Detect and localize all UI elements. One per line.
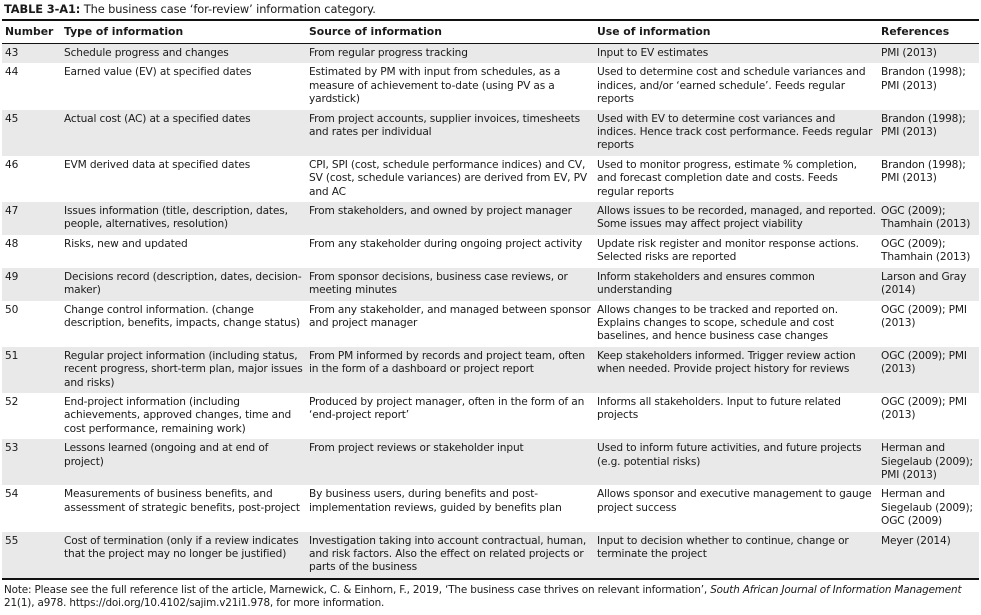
cell-references: OGC (2009); PMI (2013) <box>878 347 979 393</box>
cell-references: OGC (2009); PMI (2013) <box>878 301 979 347</box>
cell-type: Lessons learned (ongoing and at end of project) <box>61 439 306 485</box>
table-row <box>2 301 979 347</box>
cell-number: 54 <box>2 485 61 531</box>
cell-type: Regular project information (including status, recent progress, short-term plan, major issues and risks) <box>61 347 306 393</box>
cell-references: PMI (2013) <box>878 44 979 64</box>
note-suffix: 21(1), a978. https://doi.org/10.4102/sajim.v21i1.978, for more information. <box>4 597 385 610</box>
cell-number: 46 <box>2 156 61 202</box>
cell-use: Input to EV estimates <box>594 44 878 64</box>
cell-type: Schedule progress and changes <box>61 44 306 64</box>
cell-type: Risks, new and updated <box>61 235 306 268</box>
cell-source: Investigation taking into account contractual, human, and risk factors. Also the effect on related projects or parts of the business <box>306 532 594 579</box>
cell-references: Herman and Siegelaub (2009); OGC (2009) <box>878 485 979 531</box>
header-references: References <box>878 20 979 44</box>
table-row <box>2 110 979 156</box>
cell-number: 53 <box>2 439 61 485</box>
cell-source: From stakeholders, and owned by project manager <box>306 202 594 235</box>
header-type-of-information: Type of information <box>61 20 306 44</box>
table-row <box>2 485 979 531</box>
cell-references: OGC (2009); Thamhain (2013) <box>878 235 979 268</box>
cell-source: From regular progress tracking <box>306 44 594 64</box>
cell-use: Used to monitor progress, estimate % completion, and forecast completion date and costs. Feeds regular reports <box>594 156 878 202</box>
cell-use: Allows changes to be tracked and reported on. Explains changes to scope, schedule and cost baselines, and hence business case changes <box>594 301 878 347</box>
cell-source: From sponsor decisions, business case reviews, or meeting minutes <box>306 268 594 301</box>
table-row <box>2 532 979 579</box>
cell-use: Used to inform future activities, and future projects (e.g. potential risks) <box>594 439 878 485</box>
table-note <box>2 584 981 611</box>
cell-type: Earned value (EV) at specified dates <box>61 63 306 109</box>
table-caption-label: TABLE 3-A1: <box>4 2 81 16</box>
header-number: Number <box>2 20 61 44</box>
table-row <box>2 347 979 393</box>
cell-source: From project accounts, supplier invoices, timesheets and rates per individual <box>306 110 594 156</box>
cell-number: 55 <box>2 532 61 579</box>
cell-type: EVM derived data at specified dates <box>61 156 306 202</box>
header-source-of-information: Source of information <box>306 20 594 44</box>
cell-source: From PM informed by records and project team, often in the form of a dashboard or project report <box>306 347 594 393</box>
cell-references: Brandon (1998); PMI (2013) <box>878 63 979 109</box>
table-caption-text: The business case ‘for-review’ information category. <box>80 2 376 16</box>
cell-use: Allows issues to be recorded, managed, and reported. Some issues may affect project viability <box>594 202 878 235</box>
cell-use: Inform stakeholders and ensures common understanding <box>594 268 878 301</box>
cell-references: Herman and Siegelaub (2009); PMI (2013) <box>878 439 979 485</box>
cell-use: Keep stakeholders informed. Trigger review action when needed. Provide project history for reviews <box>594 347 878 393</box>
information-category-table <box>2 19 979 580</box>
table-row <box>2 202 979 235</box>
cell-type: Change control information. (change description, benefits, impacts, change status) <box>61 301 306 347</box>
table-row <box>2 393 979 439</box>
note-journal-title: South African Journal of Information Management <box>710 583 962 596</box>
cell-type: End-project information (including achievements, approved changes, time and cost performance, remaining work) <box>61 393 306 439</box>
cell-number: 49 <box>2 268 61 301</box>
cell-source: From project reviews or stakeholder input <box>306 439 594 485</box>
cell-source: CPI, SPI (cost, schedule performance indices) and CV, SV (cost, schedule variances) are derived from EV, PV and AC <box>306 156 594 202</box>
cell-use: Input to decision whether to continue, change or terminate the project <box>594 532 878 579</box>
table-row <box>2 439 979 485</box>
cell-use: Used to determine cost and schedule variances and indices, and/or ‘earned schedule’. Feeds regular reports <box>594 63 878 109</box>
table-row <box>2 235 979 268</box>
cell-use: Used with EV to determine cost variances and indices. Hence track cost performance. Feeds regular reports <box>594 110 878 156</box>
cell-use: Allows sponsor and executive management to gauge project success <box>594 485 878 531</box>
cell-type: Measurements of business benefits, and assessment of strategic benefits, post-project <box>61 485 306 531</box>
table-row <box>2 156 979 202</box>
cell-references: Larson and Gray (2014) <box>878 268 979 301</box>
cell-references: OGC (2009); PMI (2013) <box>878 393 979 439</box>
note-prefix: Note: Please see the full reference list of the article, Marnewick, C. & Einhorn, F., 2019, ‘The business case thrives on relevant information’, <box>4 583 711 596</box>
cell-use: Update risk register and monitor response actions. Selected risks are reported <box>594 235 878 268</box>
cell-references: Brandon (1998); PMI (2013) <box>878 156 979 202</box>
header-use-of-information: Use of information <box>594 20 878 44</box>
table-header-row <box>2 20 979 44</box>
cell-source: From any stakeholder during ongoing project activity <box>306 235 594 268</box>
cell-references: OGC (2009); Thamhain (2013) <box>878 202 979 235</box>
cell-type: Actual cost (AC) at a specified dates <box>61 110 306 156</box>
cell-type: Issues information (title, description, dates, people, alternatives, resolution) <box>61 202 306 235</box>
table-row <box>2 63 979 109</box>
table-caption <box>2 0 981 19</box>
cell-number: 47 <box>2 202 61 235</box>
cell-type: Cost of termination (only if a review indicates that the project may no longer be justified) <box>61 532 306 579</box>
cell-number: 51 <box>2 347 61 393</box>
table-row <box>2 44 979 64</box>
table-row <box>2 268 979 301</box>
cell-references: Brandon (1998); PMI (2013) <box>878 110 979 156</box>
cell-number: 44 <box>2 63 61 109</box>
cell-number: 48 <box>2 235 61 268</box>
cell-source: Estimated by PM with input from schedules, as a measure of achievement to-date (using PV as a yardstick) <box>306 63 594 109</box>
cell-source: Produced by project manager, often in the form of an ‘end-project report’ <box>306 393 594 439</box>
cell-number: 43 <box>2 44 61 64</box>
cell-type: Decisions record (description, dates, decision-maker) <box>61 268 306 301</box>
cell-references: Meyer (2014) <box>878 532 979 579</box>
document-page <box>2 0 981 611</box>
cell-source: From any stakeholder, and managed between sponsor and project manager <box>306 301 594 347</box>
cell-number: 52 <box>2 393 61 439</box>
cell-use: Informs all stakeholders. Input to future related projects <box>594 393 878 439</box>
cell-source: By business users, during benefits and post-implementation reviews, guided by benefits plan <box>306 485 594 531</box>
cell-number: 45 <box>2 110 61 156</box>
cell-number: 50 <box>2 301 61 347</box>
